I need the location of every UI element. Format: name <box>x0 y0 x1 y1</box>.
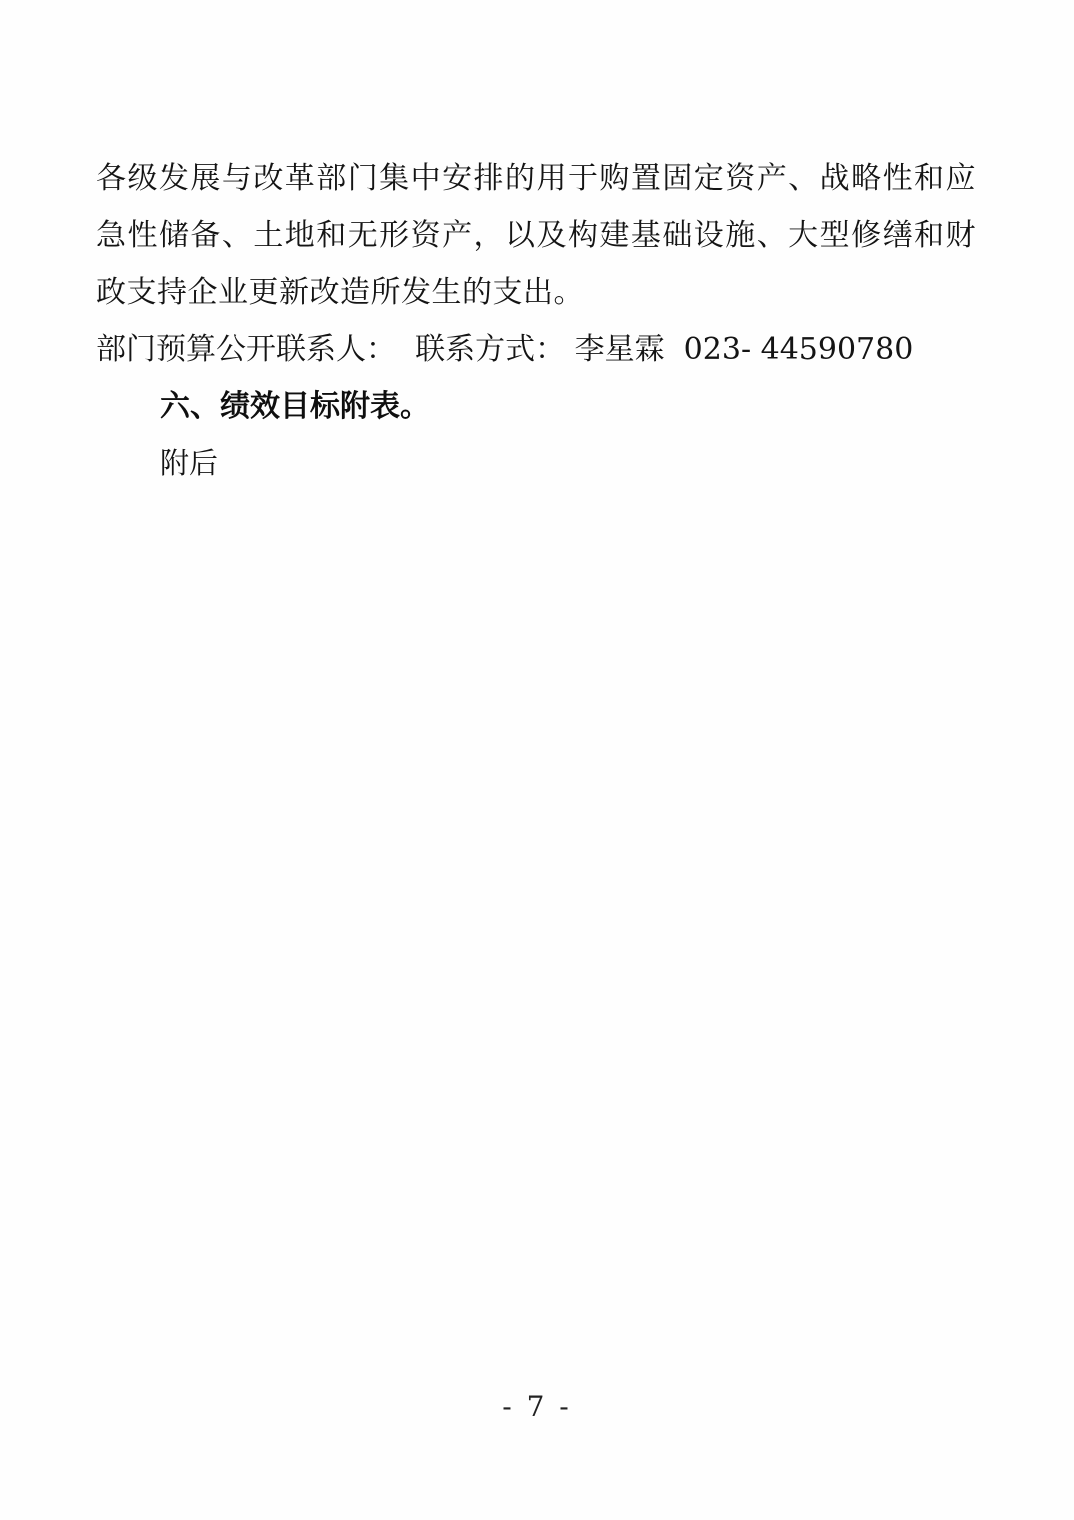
body-paragraph: 各级发展与改革部门集中安排的用于购置固定资产、战略性和应急性储备、土地和无形资产，以及构建基础设施、大型修缮和财政支持企业更新改造所发生的支出。 <box>96 161 976 310</box>
section-heading: 六、绩效目标附表。 <box>160 389 430 424</box>
page-number: - 7 - <box>502 1390 572 1423</box>
document-content <box>96 150 976 491</box>
section-note: 附后 <box>160 446 219 480</box>
contact-line: 部门预算公开联系人： 联系方式： 李星霖 023- 44590780 <box>96 332 914 367</box>
